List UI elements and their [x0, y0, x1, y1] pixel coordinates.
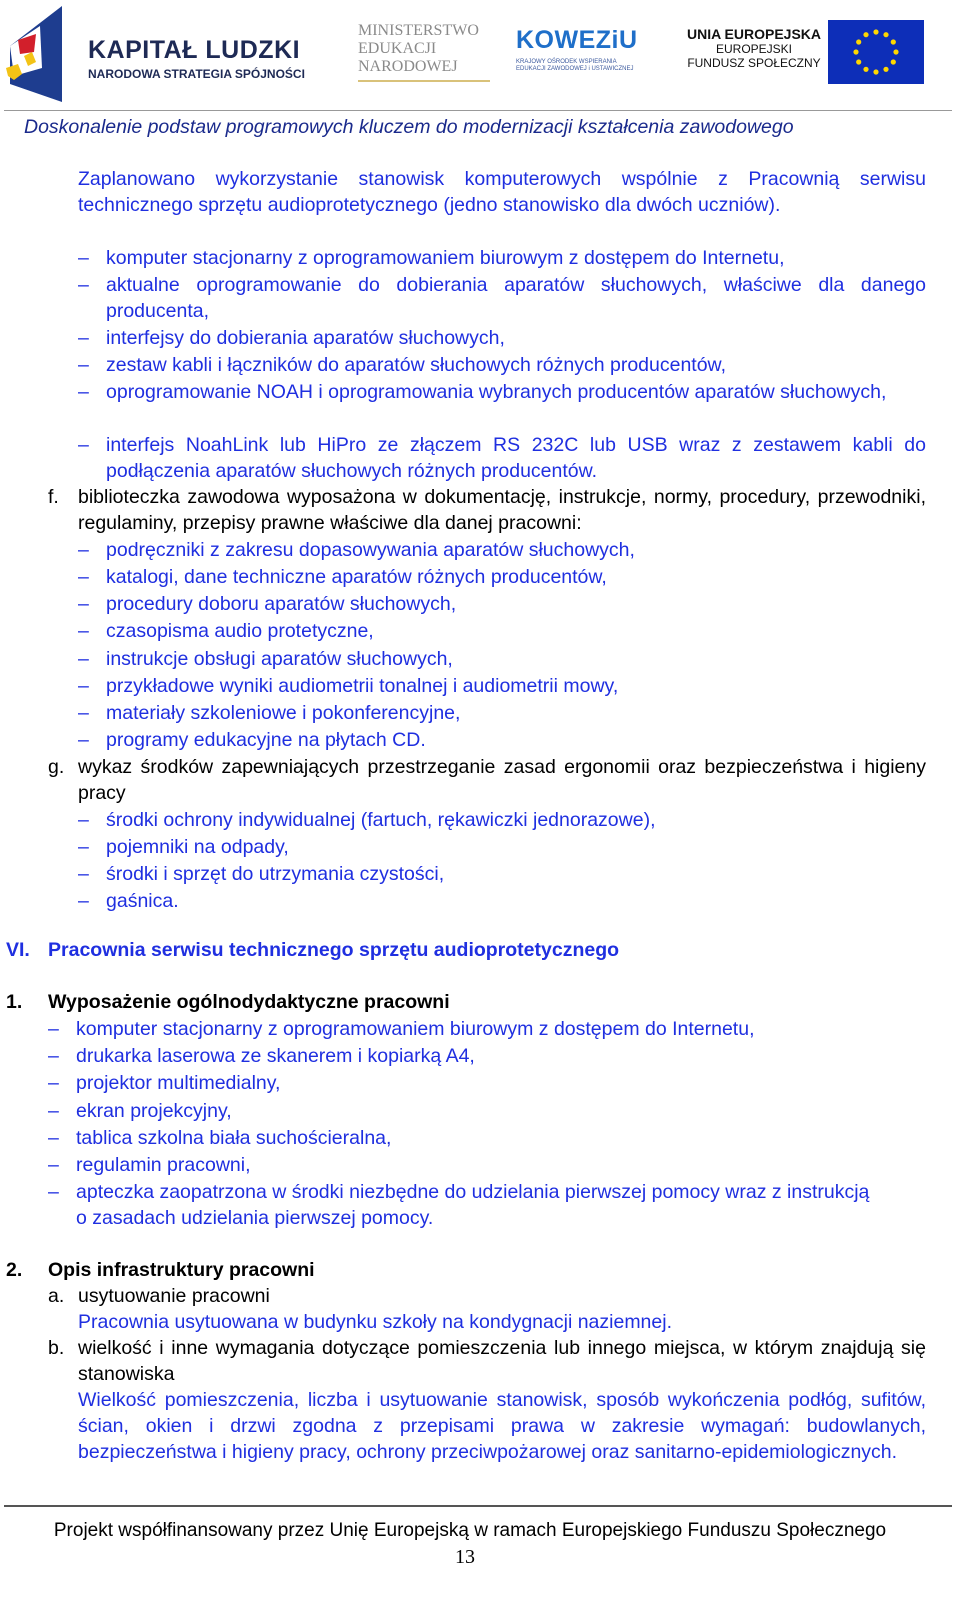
list-item: środki ochrony indywidualnej (fartuch, rękawiczki jednorazowe),: [106, 809, 656, 831]
eu-title: UNIA EUROPEJSKA: [686, 26, 822, 42]
list-item: interfejs NoahLink lub HiPro ze złączem RS 232C lub USB wraz z zestawem kabli do podłączenia aparatów słuchowych różnych producentów.: [106, 434, 926, 482]
dash-bullet: –: [48, 1154, 59, 1176]
ministry-line-1: MINISTERSTWO: [358, 22, 479, 39]
dash-bullet: –: [78, 327, 89, 349]
document-header-title: Doskonalenie podstaw programowych kluczem do modernizacji kształcenia zawodowego: [24, 116, 794, 138]
ministry-line-3: NARODOWEJ: [358, 58, 458, 75]
section-title: Pracownia serwisu technicznego sprzętu audioprotetycznego: [48, 939, 620, 961]
ministry-logo: [358, 22, 479, 76]
intro-paragraph: Zaplanowano wykorzystanie stanowisk komputerowych wspólnie z Pracownią serwisu technicznego sprzętu audioprotetycznego (jedno stanowisko dla dwóch uczniów).: [78, 168, 926, 216]
list-item: oprogramowanie NOAH i oprogramowania wybranych producentów aparatów słuchowych,: [106, 381, 887, 403]
dash-bullet: –: [48, 1100, 59, 1122]
dash-bullet: –: [78, 274, 89, 296]
dash-bullet: –: [78, 434, 89, 456]
item-marker-g: g.: [48, 756, 65, 778]
footer-divider: [4, 1505, 952, 1507]
subsection-marker: 2.: [6, 1259, 23, 1281]
list-item: interfejsy do dobierania aparatów słuchowych,: [106, 327, 505, 349]
eu-flag-icon: [828, 20, 924, 84]
kowezu-subtitle: KRAJOWY OŚRODEK WSPIERANIA EDUKACJI ZAWODOWEJ i USTAWICZNEJ: [516, 59, 634, 72]
dash-bullet: –: [78, 675, 89, 697]
header-logos: [0, 0, 960, 112]
subsection-title: Wyposażenie ogólnodydaktyczne pracowni: [48, 991, 450, 1013]
item-f-text: biblioteczka zawodowa wyposażona w dokumentację, instrukcje, normy, procedury, przewodniki, regulaminy, przepisy prawne właściwe dla danej pracowni:: [78, 486, 926, 534]
dash-bullet: –: [48, 1018, 59, 1040]
list-item: regulamin pracowni,: [76, 1154, 251, 1176]
list-item: aktualne oprogramowanie do dobierania aparatów słuchowych, właściwe dla danego producenta,: [106, 274, 926, 322]
item-g-text: wykaz środków zapewniających przestrzeganie zasad ergonomii oraz bezpieczeństwa i higieny pracy: [78, 756, 926, 804]
list-item: projektor multimedialny,: [76, 1072, 281, 1094]
dash-bullet: –: [78, 836, 89, 858]
item-b-text: Wielkość pomieszczenia, liczba i usytuowanie stanowisk, sposób wykończenia podłóg, sufitów, ścian, okien i drzwi zgodna z przepisami prawa w zakresie wymagań: budowlanych, bezpieczeństwa i higieny pracy, ochrony przeciwpożarowej oraz sanitarno-epidemiologicznych.: [78, 1389, 926, 1463]
dash-bullet: –: [78, 539, 89, 561]
dash-bullet: –: [78, 566, 89, 588]
list-item: tablica szkolna biała suchościeralna,: [76, 1127, 392, 1149]
dash-bullet: –: [78, 702, 89, 724]
dash-bullet: –: [78, 863, 89, 885]
subsection-title: Opis infrastruktury pracowni: [48, 1259, 315, 1281]
kapital-ludzki-title: KAPITAŁ LUDZKI: [88, 36, 301, 64]
item-marker-f: f.: [48, 486, 59, 508]
list-item: drukarka laserowa ze skanerem i kopiarką A4,: [76, 1045, 475, 1067]
kowezu-logo: [516, 26, 641, 73]
dash-bullet: –: [78, 809, 89, 831]
item-a-title: usytuowanie pracowni: [78, 1285, 270, 1307]
eu-subtitle-1: EUROPEJSKI: [715, 42, 793, 56]
list-item: komputer stacjonarny z oprogramowaniem biurowym z dostępem do Internetu,: [76, 1018, 755, 1040]
footer-text: Projekt współfinansowany przez Unię Europejską w ramach Europejskiego Funduszu Społecznego: [53, 1520, 887, 1541]
dash-bullet: –: [78, 620, 89, 642]
list-item: materiały szkoleniowe i pokonferencyjne,: [106, 702, 461, 724]
dash-bullet: –: [78, 247, 89, 269]
list-item: ekran projekcyjny,: [76, 1100, 232, 1122]
list-item: przykładowe wyniki audiometrii tonalnej i audiometrii mowy,: [106, 675, 619, 697]
list-item: środki i sprzęt do utrzymania czystości,: [106, 863, 445, 885]
subsection-marker: 1.: [6, 991, 23, 1013]
page-number: 13: [455, 1546, 475, 1568]
ministry-underline: [358, 80, 490, 82]
eu-subtitle-2: FUNDUSZ SPOŁECZNY: [687, 56, 821, 70]
list-item: apteczka zaopatrzona w środki niezbędne do udzielania pierwszej pomocy wraz z instrukcją o zasadach udzielania pierwszej pomocy.: [76, 1181, 870, 1229]
dash-bullet: –: [78, 648, 89, 670]
list-item: gaśnica.: [106, 890, 179, 912]
header-divider: [4, 110, 952, 111]
dash-bullet: –: [78, 593, 89, 615]
list-item: zestaw kabli i łączników do aparatów słuchowych różnych producentów,: [106, 354, 726, 376]
list-item: katalogi, dane techniczne aparatów różnych producentów,: [106, 566, 607, 588]
item-b-title: wielkość i inne wymagania dotyczące pomieszczenia lub innego miejsca, w którym znajdują się stanowiska: [78, 1337, 926, 1385]
dash-bullet: –: [48, 1045, 59, 1067]
dash-bullet: –: [48, 1072, 59, 1094]
dash-bullet: –: [48, 1181, 59, 1203]
list-item: pojemniki na odpady,: [106, 836, 289, 858]
section-marker: VI.: [6, 939, 30, 961]
list-item: instrukcje obsługi aparatów słuchowych,: [106, 648, 453, 670]
item-marker-b: b.: [48, 1337, 65, 1359]
kowezu-title: KOWEZiU: [516, 26, 638, 54]
list-item: czasopisma audio protetyczne,: [106, 620, 374, 642]
kapital-ludzki-subtitle: NARODOWA STRATEGIA SPÓJNOŚCI: [88, 67, 305, 81]
item-marker-a: a.: [48, 1285, 65, 1307]
list-item: komputer stacjonarny z oprogramowaniem biurowym z dostępem do Internetu,: [106, 247, 785, 269]
list-item: procedury doboru aparatów słuchowych,: [106, 593, 457, 615]
dash-bullet: –: [78, 354, 89, 376]
eu-logo-text: [686, 26, 822, 70]
dash-bullet: –: [78, 729, 89, 751]
kapital-ludzki-logo-icon: [6, 6, 62, 102]
dash-bullet: –: [78, 890, 89, 912]
list-item: programy edukacyjne na płytach CD.: [106, 729, 426, 751]
item-a-text: Pracownia usytuowana w budynku szkoły na kondygnacji naziemnej.: [78, 1311, 672, 1333]
ministry-line-2: EDUKACJI: [358, 40, 437, 57]
dash-bullet: –: [78, 381, 89, 403]
dash-bullet: –: [48, 1127, 59, 1149]
list-item: podręczniki z zakresu dopasowywania aparatów słuchowych,: [106, 539, 635, 561]
